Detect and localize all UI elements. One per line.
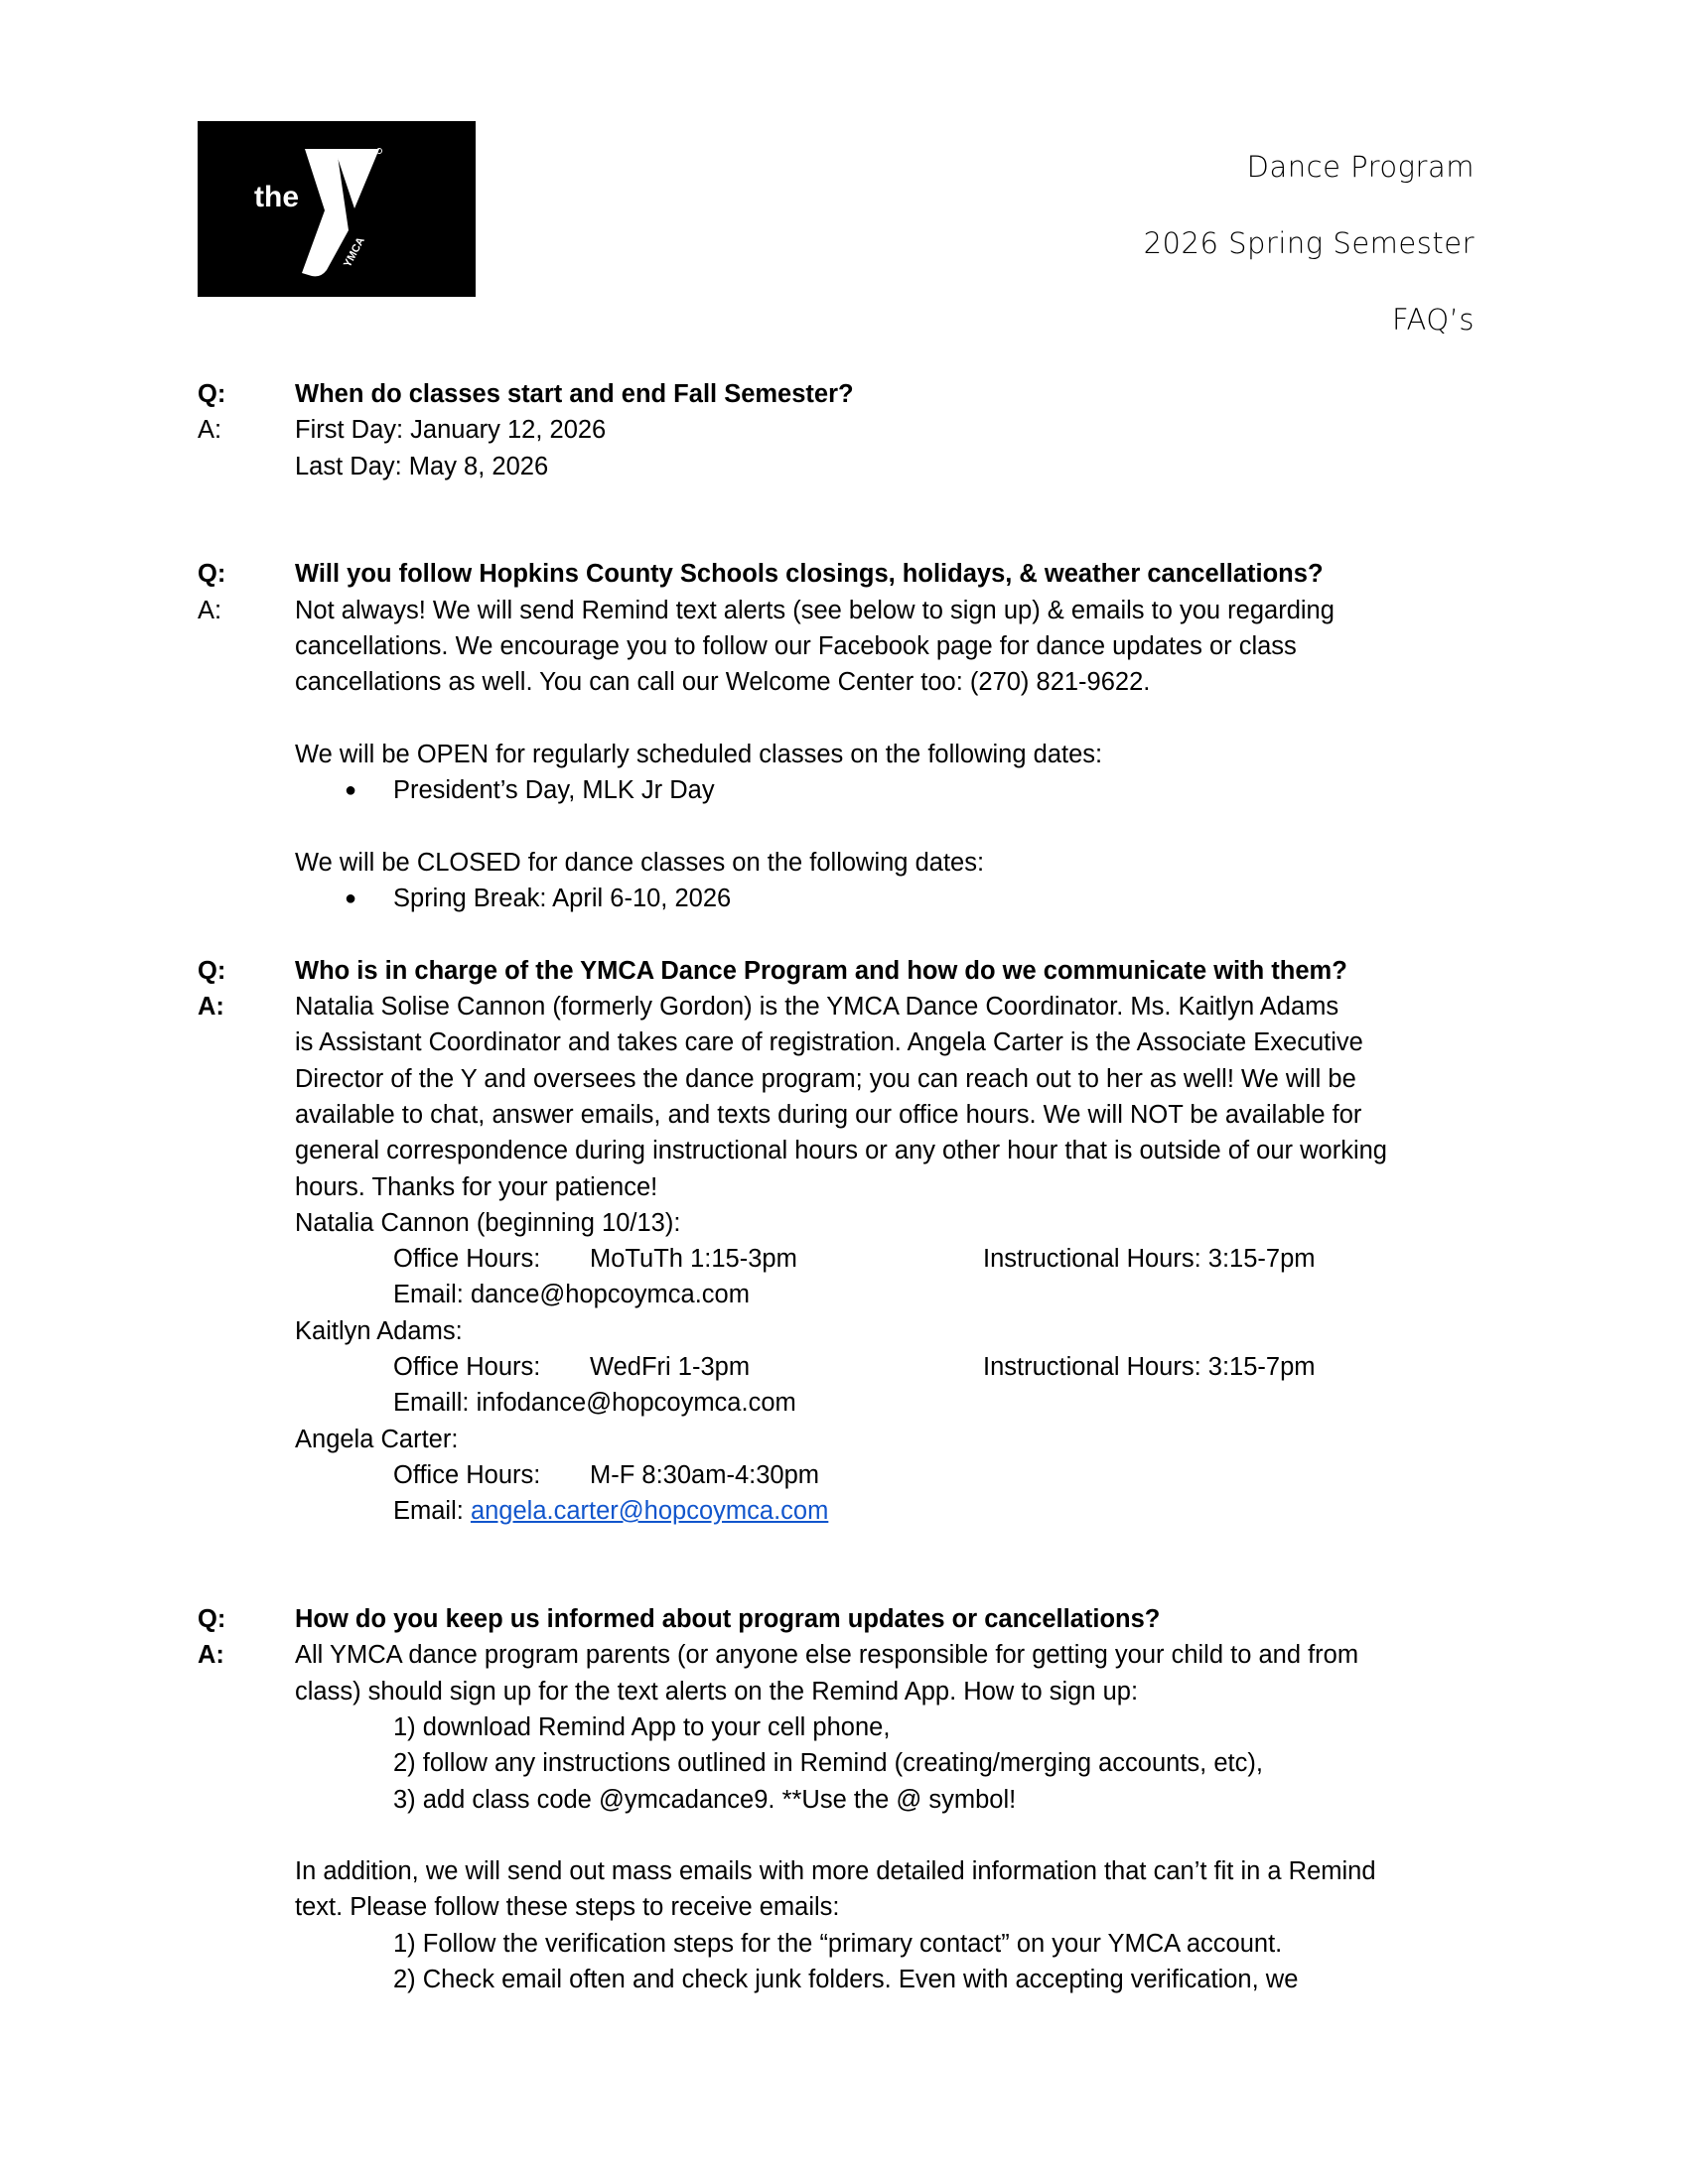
closed-dates-intro: We will be CLOSED for dance classes on the following dates:	[295, 848, 985, 877]
email-address: dance@hopcoymca.com	[470, 1281, 750, 1309]
signup-step: 1) download Remind App to your cell phone,	[393, 1712, 891, 1741]
a-label: A:	[198, 993, 224, 1022]
a-label: A:	[198, 1641, 224, 1670]
instructional-hours: Instructional Hours: 3:15-7pm	[983, 1353, 1316, 1382]
bullet-icon: ●	[345, 887, 357, 910]
answer-line: Not always! We will send Remind text alerts (see below to sign up) & emails to you regarding	[295, 596, 1335, 624]
a-label: A:	[198, 596, 222, 624]
logo-the-text: the	[254, 181, 299, 213]
contact-name: Kaitlyn Adams:	[295, 1316, 463, 1345]
answer-line: All YMCA dance program parents (or anyone else responsible for getting your child to and from	[295, 1641, 1359, 1670]
q-label: Q:	[198, 1605, 226, 1634]
ymca-logo	[198, 121, 476, 297]
open-dates-intro: We will be OPEN for regularly scheduled classes on the following dates:	[295, 740, 1103, 768]
open-date-item: President’s Day, MLK Jr Day	[393, 776, 715, 805]
office-hours-value: MoTuTh 1:15-3pm	[590, 1245, 797, 1274]
answer-line: In addition, we will send out mass emails with more detailed information that can’t fit in a Remind	[295, 1857, 1376, 1886]
header-semester: 2026 Spring Semester	[1143, 226, 1475, 260]
answer-line: Director of the Y and oversees the dance program; you can reach out to her as well! We will be	[295, 1064, 1356, 1093]
q-label: Q:	[198, 560, 226, 589]
question-text: When do classes start and end Fall Semester?	[295, 380, 854, 408]
answer-line: Natalia Solise Cannon (formerly Gordon) is the YMCA Dance Coordinator. Ms. Kaitlyn Adams	[295, 993, 1339, 1022]
question-text: Who is in charge of the YMCA Dance Program and how do we communicate with them?	[295, 956, 1347, 985]
bullet-icon: ●	[345, 779, 357, 802]
question-text: Will you follow Hopkins County Schools closings, holidays, & weather cancellations?	[295, 560, 1324, 589]
answer-line: is Assistant Coordinator and takes care of registration. Angela Carter is the Associate Executive	[295, 1028, 1363, 1057]
answer-line: class) should sign up for the text alerts on the Remind App. How to sign up:	[295, 1677, 1139, 1706]
office-hours-label: Office Hours:	[393, 1353, 541, 1382]
closed-date-item: Spring Break: April 6-10, 2026	[393, 885, 732, 913]
faq-body	[198, 376, 1488, 1997]
faq-question	[198, 376, 1488, 412]
answer-line: available to chat, answer emails, and texts during our office hours. We will NOT be available for	[295, 1100, 1362, 1129]
office-hours-label: Office Hours:	[393, 1245, 541, 1274]
office-hours-value: WedFri 1-3pm	[590, 1353, 751, 1382]
faq-question	[198, 1601, 1488, 1637]
header-program: Dance Program	[1246, 150, 1475, 184]
email-link[interactable]: angela.carter@hopcoymca.com	[470, 1497, 829, 1526]
office-hours-value: M-F 8:30am-4:30pm	[590, 1460, 819, 1489]
faq-question	[198, 556, 1488, 592]
answer-line: general correspondence during instructional hours or any other hour that is outside of our working	[295, 1137, 1387, 1165]
answer-line: Last Day: May 8, 2026	[295, 452, 549, 480]
header-faqs: FAQ’s	[1391, 303, 1475, 337]
answer-line: text. Please follow these steps to receive emails:	[295, 1893, 840, 1922]
q-label: Q:	[198, 956, 226, 985]
contact-name: Angela Carter:	[295, 1425, 459, 1453]
contact-name: Natalia Cannon (beginning 10/13):	[295, 1208, 681, 1237]
email-label: Email:	[393, 1497, 471, 1526]
instructional-hours: Instructional Hours: 3:15-7pm	[983, 1245, 1316, 1274]
logo-ymca-text: YMCA	[342, 235, 367, 270]
email-label: Emaill:	[393, 1389, 477, 1418]
question-text: How do you keep us informed about program updates or cancellations?	[295, 1605, 1161, 1634]
office-hours-label: Office Hours:	[393, 1460, 541, 1489]
signup-step: 2) follow any instructions outlined in Remind (creating/merging accounts, etc),	[393, 1749, 1263, 1778]
email-label: Email:	[393, 1281, 471, 1309]
email-step: 1) Follow the verification steps for the “primary contact” on your YMCA account.	[393, 1929, 1283, 1958]
list-item	[198, 881, 1488, 916]
list-item	[198, 772, 1488, 808]
email-step: 2) Check email often and check junk folders. Even with accepting verification, we	[393, 1966, 1299, 1994]
answer-line: cancellations as well. You can call our Welcome Center too: (270) 821-9622.	[295, 668, 1151, 697]
answer-line: hours. Thanks for your patience!	[295, 1172, 658, 1201]
answer-line: First Day: January 12, 2026	[295, 416, 607, 445]
answer-line: cancellations. We encourage you to follow our Facebook page for dance updates or class	[295, 632, 1297, 661]
faq-question	[198, 953, 1488, 989]
q-label: Q:	[198, 380, 226, 408]
signup-step: 3) add class code @ymcadance9. **Use the @ symbol!	[393, 1785, 1017, 1814]
a-label: A:	[198, 416, 222, 445]
email-address: infodance@hopcoymca.com	[476, 1389, 796, 1418]
